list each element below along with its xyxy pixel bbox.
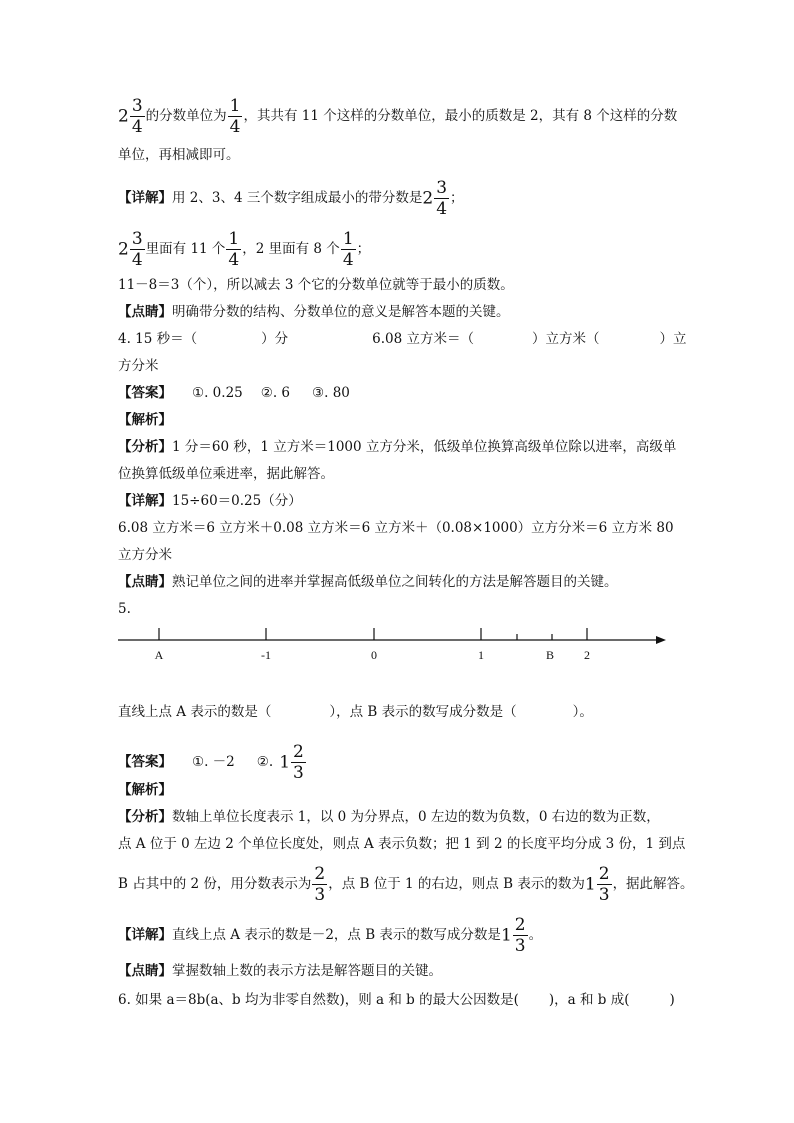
fraction: $\frac{1}{4}$ (228, 229, 240, 270)
section-tag: 【详解】 (118, 190, 172, 206)
fraction: $\frac{2}{3}$ (598, 864, 610, 905)
label-a: A (154, 648, 164, 662)
question-4: 4. 15 秒＝（ ）分 6.08 立方米＝（ ）立方米（ ）立 (118, 331, 687, 347)
answer-line: 【答案】 ①. －2 ②. 1 $\frac{2}{3}$ (118, 742, 304, 783)
text-line: 点 A 位于 0 左边 2 个单位长度处，则点 A 表示负数；把 1 到 2 的长度平均分成 3 份，1 到点 (118, 836, 686, 852)
fraction: $\frac{1}{4}$ (229, 96, 241, 137)
text-line: 【分析】1 分＝60 秒，1 立方米＝1000 立方分米，低级单位换算高级单位除以进率，高级单 (118, 439, 677, 455)
label-0: 0 (371, 648, 377, 662)
section-tag: 【分析】 (118, 809, 172, 825)
question-6: 6. 如果 a＝8b(a、b 均为非零自然数)，则 a 和 b 的最大公因数是( )，a 和 b 成( ) (118, 992, 675, 1008)
section-tag: 【答案】 (118, 754, 172, 770)
text-line: 【点睛】明确带分数的结构、分数单位的意义是解答本题的关键。 (118, 304, 510, 320)
text-line: 【详解】直线上点 A 表示的数是－2，点 B 表示的数写成分数是1 $\frac{2}{3}$ 。 (118, 915, 543, 956)
text-line (118, 96, 677, 137)
fraction: $\frac{2}{3}$ (293, 742, 304, 783)
section-tag: 【点睛】 (118, 574, 172, 590)
text: 的分数单位为 (145, 108, 227, 124)
section-tag: 【点睛】 (118, 304, 172, 320)
text-line: 【点睛】掌握数轴上数的表示方法是解答题目的关键。 (118, 963, 442, 979)
text-line: 【分析】数轴上单位长度表示 1，以 0 为分界点，0 左边的数为负数，0 右边的数为正数， (118, 809, 660, 825)
text-line: B 占其中的 2 份，用分数表示为 $\frac{2}{3}$ ，点 B 位于 1 的右边，则点 B 表示的数为1 $\frac{2}{3}$ ，据此解答。 (118, 864, 694, 905)
number-line (118, 620, 670, 665)
answer-line: 【答案】 ①. 0.25 ②. 6 ③. 80 (118, 385, 350, 401)
section-tag: 【点睛】 (118, 963, 172, 979)
fraction: $\frac{3}{4}$ (436, 178, 448, 219)
fraction: $\frac{3}{4}$ (131, 96, 143, 137)
text-line: 位换算低级单位乘进率，据此解答。 (118, 466, 334, 482)
arrow-icon (656, 636, 666, 644)
text-line: 【详解】15÷60＝0.25（分） (118, 493, 302, 509)
text-line: 方分米 (118, 358, 159, 374)
text-line: 11－8＝3（个），所以减去 3 个它的分数单位就等于最小的质数。 (118, 277, 514, 293)
label-1: 1 (478, 648, 484, 662)
text-line: 单位，再相减即可。 (118, 147, 240, 163)
section-tag: 【分析】 (118, 439, 172, 455)
label-2: 2 (584, 648, 590, 662)
mixed-whole: 2 (118, 106, 129, 127)
section-tag: 【解析】 (118, 782, 172, 798)
fraction: $\frac{2}{3}$ (314, 864, 326, 905)
fraction: $\frac{2}{3}$ (514, 915, 526, 956)
text-line: 直线上点 A 表示的数是（ ），点 B 表示的数写成分数是（ ）。 (118, 704, 593, 720)
text-line: 6.08 立方米＝6 立方米＋0.08 立方米＝6 立方米＋（0.08×1000）立方分米＝6 立方米 80 (118, 520, 674, 536)
fraction: $\frac{3}{4}$ (131, 229, 143, 270)
section-tag: 【答案】 (118, 385, 172, 401)
text: ，其共有 11 个这样的分数单位，最小的质数是 2，其有 8 个这样的分数 (243, 108, 678, 124)
label-neg1: -1 (261, 648, 271, 662)
section-tag: 【解析】 (118, 412, 172, 428)
fraction: $\frac{1}{4}$ (342, 229, 354, 270)
text-line: 【点睛】熟记单位之间的进率并掌握高低级单位之间转化的方法是解答题目的关键。 (118, 574, 618, 590)
question-number: 5. (118, 601, 131, 617)
section-tag: 【详解】 (118, 493, 172, 509)
section-tag: 【详解】 (118, 927, 172, 943)
text-line: 【详解】用 2、3、4 三个数字组成最小的带分数是2 $\frac{3}{4}$ ； (118, 178, 464, 219)
text-line: 2 $\frac{3}{4}$ 里面有 11 个 $\frac{1}{4}$ ，2 里面有 8 个 $\frac{1}{4}$ ； (118, 229, 371, 270)
label-b: B (545, 648, 555, 662)
text-line: 立方分米 (118, 547, 172, 563)
